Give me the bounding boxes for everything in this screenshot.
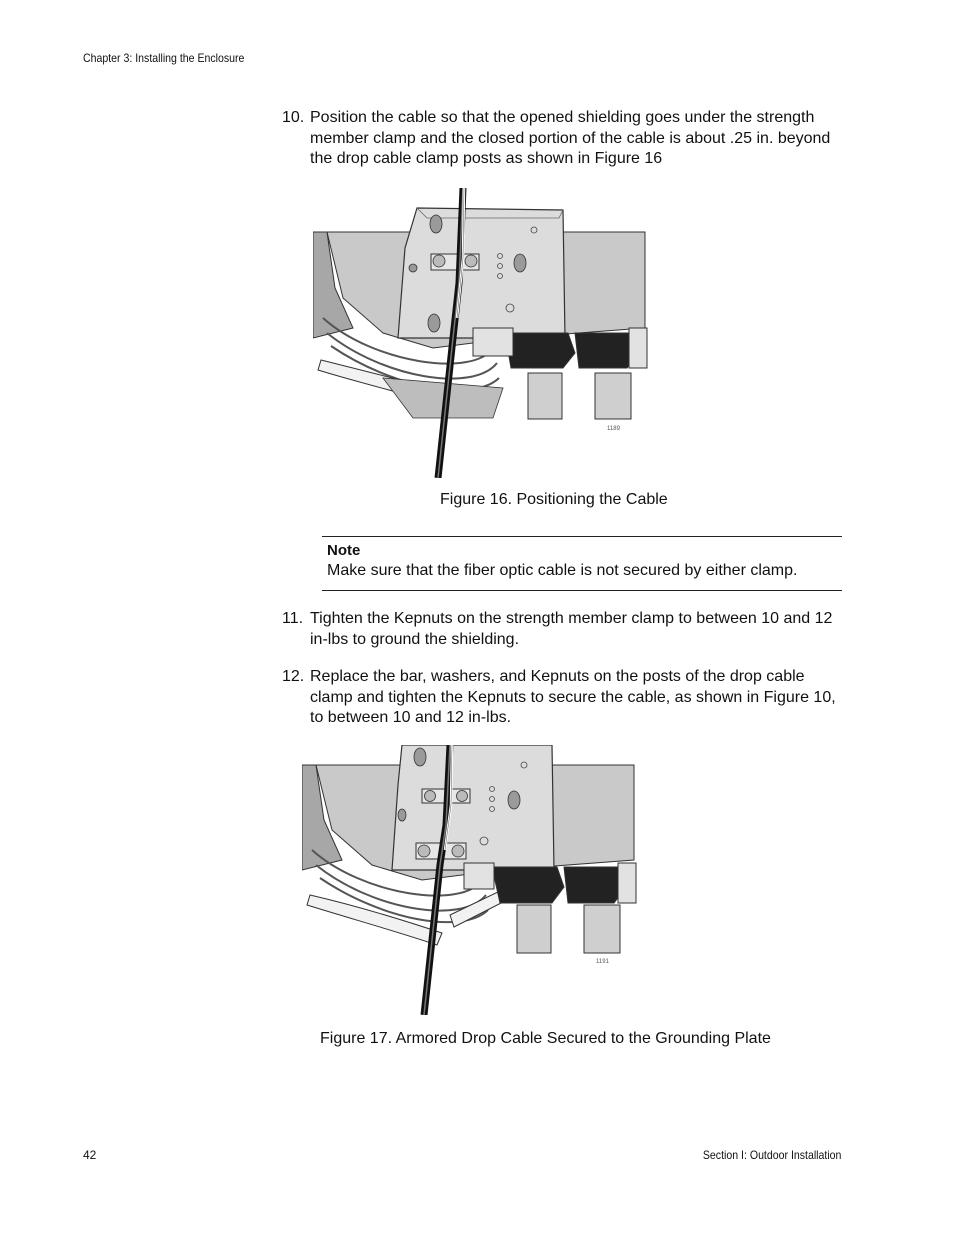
step-12 xyxy=(282,667,847,729)
figure-17-illustration xyxy=(302,745,637,1015)
figure-id: 1191 xyxy=(596,959,609,965)
step-number: 11. xyxy=(282,610,304,627)
step-text: Tighten the Kepnuts on the strength member clamp to between 10 and 12 in-lbs to ground the shielding. xyxy=(310,610,833,648)
step-number: 10. xyxy=(282,109,305,126)
step-11 xyxy=(282,609,847,650)
note-body: Make sure that the fiber optic cable is not secured by either clamp. xyxy=(327,562,798,579)
note-box xyxy=(322,536,842,591)
section-footer: Section I: Outdoor Installation xyxy=(702,1148,841,1162)
step-text: Replace the bar, washers, and Kepnuts on the posts of the drop cable clamp and tighten the Kepnuts to secure the cable, as shown in Figure 10, to between 10 and 12 in-lbs. xyxy=(310,668,836,726)
step-text: Position the cable so that the opened shielding goes under the strength member clamp and the closed portion of the cable is about .25 in. beyond the drop cable clamp posts as shown in Figure 16 xyxy=(310,109,831,167)
figure-id: 1189 xyxy=(607,426,620,432)
step-number: 12. xyxy=(282,668,305,685)
step-10 xyxy=(282,108,847,170)
running-header: Chapter 3: Installing the Enclosure xyxy=(83,51,245,65)
figure-16-illustration xyxy=(313,188,648,478)
figure-17-caption: Figure 17. Armored Drop Cable Secured to the Grounding Plate xyxy=(320,1030,771,1047)
page-number: 42 xyxy=(83,1148,97,1162)
note-title: Note xyxy=(327,542,361,559)
figure-16-caption: Figure 16. Positioning the Cable xyxy=(440,491,668,508)
